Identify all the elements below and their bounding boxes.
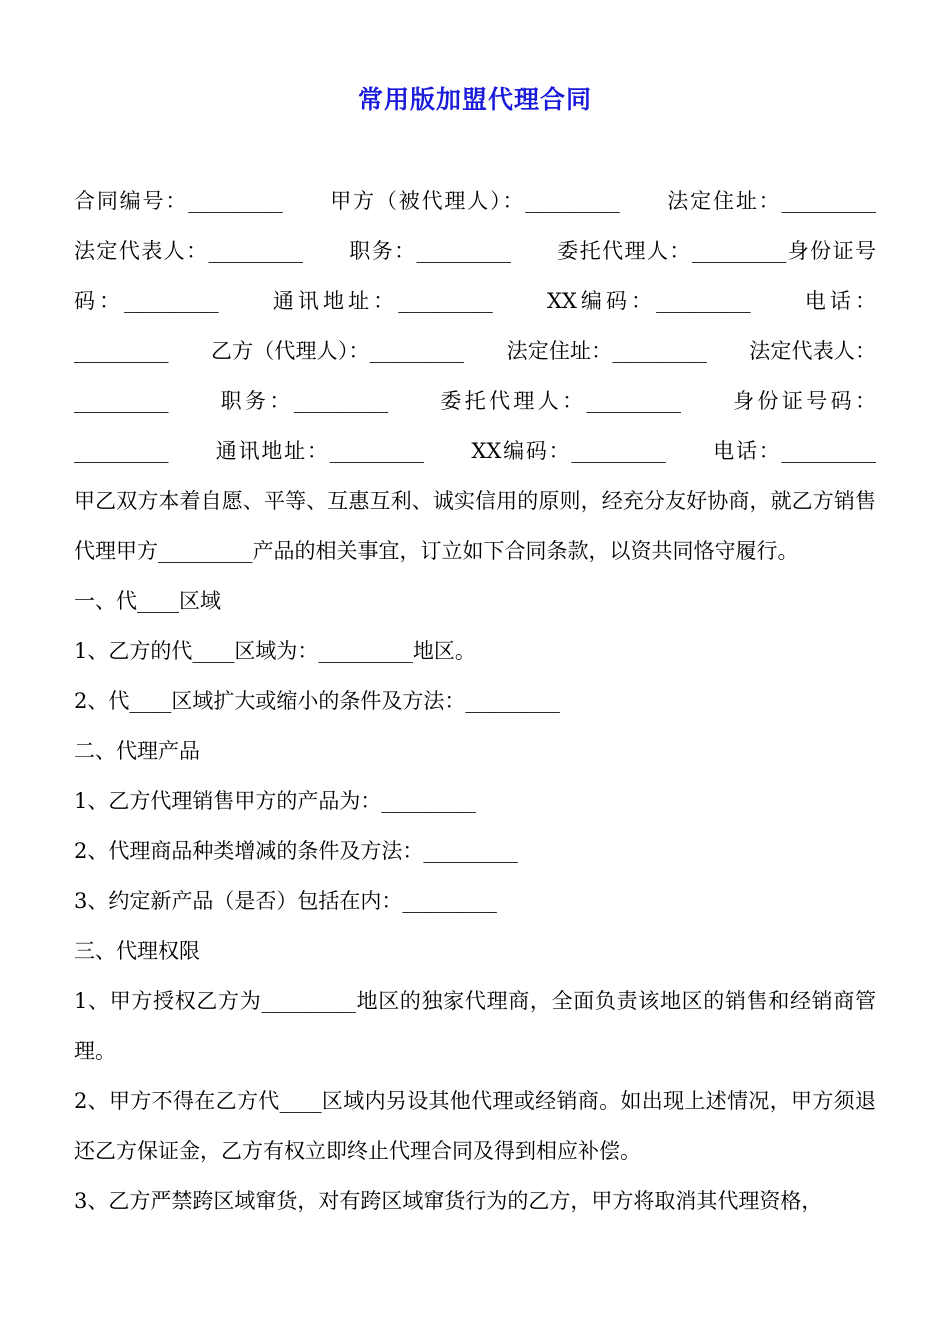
section-heading-authority: 三、代理权限 — [74, 939, 200, 963]
clause-products-1: 1、乙方代理销售甲方的产品为：_________ — [74, 789, 476, 813]
clause-products-2: 2、代理商品种类增减的条件及方法：_________ — [74, 839, 518, 863]
clause-products-3: 3、约定新产品（是否）包括在内：_________ — [74, 889, 497, 913]
contract-parties-paragraph: 合同编号：_________ 甲方（被代理人）：_________ 法定住址：_________ 法定代表人：_________ 职务：_________ 委托代理人：_________身份证号码：_________ 通讯地址：_________ XX编码：_________ 电话：_________ 乙方（代理人）：_________ 法定住址：_________ 法定代表人：_________ 职务：_________ 委托代理人：_________ 身份证号码：_________ 通讯地址：_________ XX编码：_________ 电话：_________ 甲乙双方本着自愿、平等、互惠互利、诚实信用的原则，经充分友好协商，就乙方销售代理甲方_________产品的相关事宜，订立如下合同条款，以资共同恪守履行。 — [74, 189, 939, 563]
clause-territory-2: 2、代____区域扩大或缩小的条件及方法：_________ — [74, 689, 560, 713]
document-title: 常用版加盟代理合同 — [357, 85, 592, 114]
document-body — [74, 176, 939, 1226]
clause-authority-3: 3、乙方严禁跨区域窜货，对有跨区域窜货行为的乙方，甲方将取消其代理资格， — [74, 1189, 823, 1213]
clause-authority-1: 1、甲方授权乙方为_________地区的独家代理商，全面负责该地区的销售和经销商管理。 — [74, 989, 876, 1063]
clause-authority-2: 2、甲方不得在乙方代____区域内另设其他代理或经销商。如出现上述情况，甲方须退还乙方保证金，乙方有权立即终止代理合同及得到相应补偿。 — [74, 1089, 876, 1163]
section-heading-products: 二、代理产品 — [74, 739, 200, 763]
clause-territory-1: 1、乙方的代____区域为：_________地区。 — [74, 639, 476, 663]
section-heading-territory: 一、代____区域 — [74, 589, 221, 613]
